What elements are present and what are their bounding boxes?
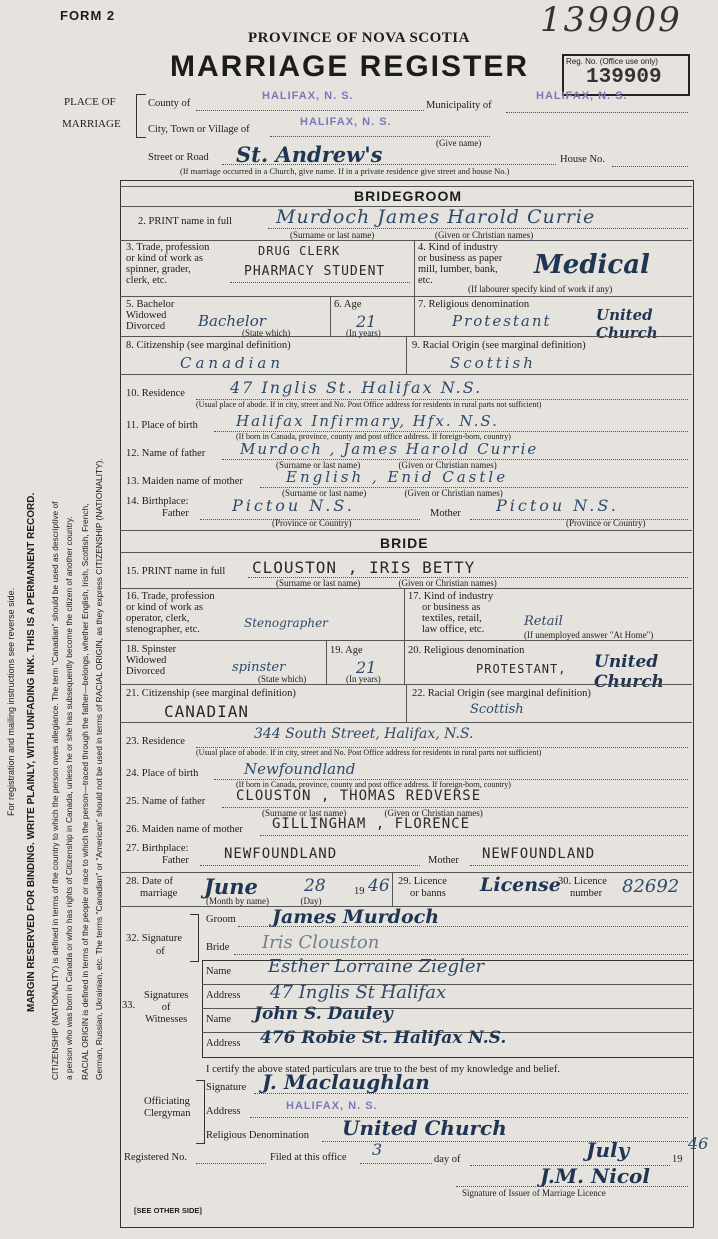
- licence-number: 82692: [622, 876, 680, 897]
- groom-father-birthplace: Pictou N.S.: [232, 496, 355, 515]
- groom-trade-line: [230, 282, 410, 283]
- filed-year: 46: [688, 1134, 709, 1153]
- groom-status-sub: (State which): [242, 328, 291, 338]
- municipality-line: [506, 112, 688, 113]
- groom-status: Bachelor: [198, 312, 266, 330]
- groom-racial: Scottish: [450, 354, 536, 372]
- divider: [326, 640, 327, 684]
- divider: [120, 374, 692, 375]
- divider: [120, 640, 692, 641]
- see-other-side: [SEE OTHER SIDE]: [134, 1206, 202, 1215]
- licence-label: 29. Licence or banns: [398, 876, 447, 899]
- witness2-name: John S. Dauley: [254, 1004, 393, 1024]
- divider: [120, 588, 692, 589]
- registered-line: [196, 1163, 266, 1164]
- house-line: [612, 166, 688, 167]
- bride-name: CLOUSTON , IRIS BETTY: [252, 558, 476, 577]
- divider: [330, 296, 331, 336]
- margin-citizenship-2: a person who was born in Canada or who has rights of Citizenship in Canada, unless he or she has subsequently become the citizen of another country.: [64, 516, 74, 1080]
- bride-mother-bp-label: Mother: [428, 855, 459, 866]
- divider: [120, 240, 692, 241]
- witness-label: Signatures of Witnesses: [144, 990, 189, 1025]
- province-heading: PROVINCE OF NOVA SCOTIA: [248, 30, 470, 46]
- street-note: (If marriage occurred in a Church, give name. If in a private residence give street and house No.): [180, 166, 510, 176]
- place-of-label: PLACE OF: [64, 96, 116, 108]
- bride-mother-birthplace: NEWFOUNDLAND: [482, 846, 596, 862]
- groom-residence-label: 10. Residence: [126, 388, 185, 399]
- filed-year-prefix: 19: [672, 1154, 683, 1165]
- bride-industry: Retail: [524, 614, 563, 629]
- bride-racial: Scottish: [470, 702, 524, 717]
- bride-religion-label: 20. Religious denomination: [408, 645, 525, 656]
- groom-age-label: 6. Age: [334, 299, 362, 310]
- denomination-label: Religious Denomination: [206, 1130, 309, 1141]
- groom-industry-sub: (If labourer specify kind of work if any): [468, 284, 613, 294]
- groom-religion-label: 7. Religious denomination: [418, 299, 530, 310]
- denomination: United Church: [342, 1116, 507, 1140]
- bride-residence-label: 23. Residence: [126, 736, 185, 747]
- divider: [392, 872, 393, 906]
- officiant-signature: J. Maclaughlan: [262, 1070, 430, 1094]
- groom-signature: James Murdoch: [272, 906, 440, 928]
- divider: [414, 296, 415, 336]
- officiant-address-label: Address: [206, 1106, 241, 1117]
- divider: [404, 588, 405, 640]
- bride-age: 21: [356, 658, 377, 677]
- divider: [120, 722, 692, 723]
- witness1-name-label: Name: [206, 966, 232, 977]
- bride-age-label: 19. Age: [330, 645, 363, 656]
- witness1-name: Esther Lorraine Ziegler: [268, 956, 485, 977]
- bride-racial-label: 22. Racial Origin (see marginal definition): [412, 688, 591, 699]
- municipality-label: Municipality of: [426, 100, 492, 111]
- bride-residence: 344 South Street, Halifax, N.S.: [254, 726, 474, 742]
- bride-father-bp-line: [200, 865, 420, 866]
- marriage-year-prefix: 19: [354, 886, 365, 897]
- groom-trade-label: 3. Trade, profession or kind of work as spinner, grader, clerk, etc.: [126, 242, 210, 286]
- witness-number: 33.: [122, 1000, 136, 1011]
- handwritten-record-number: 139909: [540, 0, 682, 40]
- groom-birthplace-label: 11. Place of birth: [126, 420, 198, 431]
- divider: [404, 640, 405, 684]
- groom-residence-sub: (Usual place of abode. If in city, street and No. Post Office address for residents in rural parts not sufficient): [196, 400, 542, 409]
- signature-label: 32. Signature of: [126, 933, 182, 957]
- bride-signature: Iris Clouston: [262, 932, 380, 953]
- bride-name-sub: (Surname or last name) (Given or Christian names): [276, 578, 497, 588]
- groom-birthplace: Halifax Infirmary, Hfx. N.S.: [236, 412, 499, 430]
- bride-trade: Stenographer: [244, 616, 328, 630]
- bride-citizenship-label: 21. Citizenship (see marginal definition): [126, 688, 296, 699]
- groom-mother: English , Enid Castle: [286, 468, 509, 486]
- bride-mother-bp-line: [470, 865, 688, 866]
- certify-text: I certify the above stated particulars are true to the best of my knowledge and belief.: [206, 1064, 560, 1075]
- bride-heading: BRIDE: [380, 535, 429, 551]
- bride-birthplace: Newfoundland: [244, 760, 356, 778]
- witness2-address-label: Address: [206, 1038, 241, 1049]
- street-value: St. Andrew's: [236, 142, 383, 167]
- page-title: MARRIAGE REGISTER: [170, 50, 530, 83]
- marriage-date-label: 28. Date of marriage: [126, 876, 178, 899]
- filed-month: July: [586, 1138, 630, 1162]
- groom-residence: 47 Inglis St. Halifax N.S.: [230, 378, 483, 397]
- divider: [120, 872, 692, 873]
- groom-name-line: [268, 228, 688, 229]
- marriage-year: 46: [368, 876, 390, 896]
- street-label: Street or Road: [148, 152, 209, 163]
- groom-trade-2: PHARMACY STUDENT: [244, 264, 386, 279]
- filed-day-line: [360, 1163, 432, 1164]
- issuer-sig-line: [456, 1186, 688, 1187]
- bride-father-label: 25. Name of father: [126, 796, 206, 807]
- officiating-label: Officiating Clergyman: [144, 1096, 191, 1119]
- groom-sig-line: [238, 926, 688, 927]
- groom-mother-sub: (Surname or last name) (Given or Christian names): [282, 488, 503, 498]
- bride-citizenship: CANADIAN: [164, 702, 250, 721]
- groom-racial-label: 9. Racial Origin (see marginal definition): [412, 340, 586, 351]
- bridegroom-heading: BRIDEGROOM: [354, 188, 462, 204]
- bride-industry-label: 17. Kind of industry or business as textiles, retail, law office, etc.: [408, 591, 494, 635]
- witness2-name-label: Name: [206, 1014, 232, 1025]
- margin-racial-2: German, Russian, Ukrainian, etc. The terms "Canadian" or "American" should not be used in terms of RACIAL ORIGIN, as they express CITIZENSHIP (NATIONALITY).: [94, 458, 104, 1080]
- groom-father-bp-sub: (Province or Country): [272, 518, 352, 528]
- county-label: County of: [148, 98, 191, 109]
- groom-age-sub: (In years): [346, 328, 381, 338]
- bride-trade-label: 16. Trade, profession or kind of work as operator, clerk, stenographer, etc.: [126, 591, 215, 635]
- bride-mother-line: [260, 835, 688, 836]
- divider: [120, 186, 692, 187]
- issuer-signature: J.M. Nicol: [540, 1164, 650, 1188]
- groom-citizenship: Canadian: [180, 354, 285, 372]
- form-number: FORM 2: [60, 8, 116, 23]
- margin-racial-1: RACIAL ORIGIN is defined in terms of the people or race to which the person—traced through the father—belongs, whether English, Irish, Scottish, French,: [80, 503, 90, 1080]
- groom-trade-1: DRUG CLERK: [258, 244, 341, 258]
- city-line: [270, 136, 490, 137]
- city-value: HALIFAX, N. S.: [300, 116, 392, 128]
- groom-sig-label: Groom: [206, 914, 236, 925]
- filed-day-of-label: day of: [434, 1154, 461, 1165]
- bride-father-sub: (Surname or last name) (Given or Christian names): [262, 808, 483, 818]
- groom-industry-label: 4. Kind of industry or business as paper mill, lumber, bank, etc.: [418, 242, 503, 286]
- licence-number-label: 30. Licence number: [558, 876, 607, 899]
- bride-sig-label: Bride: [206, 942, 230, 953]
- bride-parents-birthplace-label: 27. Birthplace: Father: [126, 843, 189, 866]
- bride-religion-2: United Church: [594, 652, 664, 692]
- bride-industry-sub: (If unemployed answer "At Home"): [524, 630, 654, 640]
- registration-number: 139909: [586, 66, 662, 89]
- groom-father: Murdoch , James Harold Currie: [240, 440, 539, 458]
- bride-birthplace-label: 24. Place of birth: [126, 768, 199, 779]
- bride-father-birthplace: NEWFOUNDLAND: [224, 846, 338, 862]
- bride-birthplace-sub: (If born in Canada, province, county and post office address. If foreign-born, country): [236, 780, 511, 789]
- groom-father-sub: (Surname or last name) (Given or Christian names): [276, 460, 497, 470]
- groom-mother-bp-sub: (Province or Country): [566, 518, 646, 528]
- groom-name: Murdoch James Harold Currie: [276, 206, 596, 228]
- groom-name-sub: (Surname or last name) (Given or Christian names): [290, 230, 534, 240]
- bride-mother-label: 26. Maiden name of mother: [126, 824, 243, 835]
- groom-mother-birthplace: Pictou N.S.: [496, 496, 619, 515]
- bride-status-label: 18. Spinster Widowed Divorced: [126, 644, 177, 677]
- witness2-address: 476 Robie St. Halifax N.S.: [260, 1028, 507, 1048]
- groom-mother-label: 13. Maiden name of mother: [126, 476, 243, 487]
- groom-religion: Protestant: [452, 312, 552, 330]
- registration-number-label: Reg. No. (Office use only): [566, 57, 658, 66]
- officiant-signature-label: Signature: [206, 1082, 247, 1093]
- divider: [120, 552, 692, 553]
- bride-mother: GILLINGHAM , FLORENCE: [272, 816, 471, 832]
- bride-status-sub: (State which): [258, 674, 307, 684]
- margin-binding-note: MARGIN RESERVED FOR BINDING. WRITE PLAINLY, WITH UNFADING INK. THIS IS A PERMANENT RECORD.: [26, 492, 37, 1012]
- officiating-bracket: [196, 1080, 205, 1144]
- bride-sig-line: [234, 954, 688, 955]
- groom-industry: Medical: [534, 250, 650, 280]
- divider: [120, 296, 692, 297]
- marriage-month: June: [204, 874, 258, 899]
- house-label: House No.: [560, 154, 605, 165]
- marriage-date-sub: (Month by name) (Day): [206, 896, 322, 906]
- filed-day: 3: [372, 1140, 383, 1159]
- bride-residence-sub: (Usual place of abode. If in city, street and No. Post Office address for residents in rural parts not sufficient): [196, 748, 542, 757]
- signature-bracket: [190, 914, 199, 962]
- groom-parents-birthplace-label: 14. Birthplace: Father: [126, 496, 189, 519]
- officiant-address: HALIFAX, N. S.: [286, 1100, 378, 1112]
- marriage-day: 28: [304, 876, 326, 896]
- bride-father: CLOUSTON , THOMAS REDVERSE: [236, 788, 482, 804]
- divider: [414, 240, 415, 296]
- bride-status: spinster: [232, 660, 286, 675]
- registered-label: Registered No.: [124, 1152, 187, 1163]
- witness1-address: 47 Inglis St Halifax: [270, 982, 447, 1003]
- city-label: City, Town or Village of: [148, 124, 250, 135]
- margin-citizenship-1: CITIZENSHIP (NATIONALITY) is defined in terms of the country to which the person owes allegiance. The term "Canadian" should be used as descriptive of: [50, 501, 60, 1080]
- witness1-address-label: Address: [206, 990, 241, 1001]
- divider: [120, 530, 692, 531]
- bride-name-label: 15. PRINT name in full: [126, 566, 226, 577]
- bride-religion: PROTESTANT,: [476, 662, 567, 676]
- groom-birthplace-sub: (If born in Canada, province, county and post office address. If foreign-born, country): [236, 432, 511, 441]
- margin-instructions: For registration and mailing instructions see reverse side.: [6, 587, 16, 816]
- groom-religion-2: United Church: [596, 306, 658, 342]
- groom-age: 21: [356, 312, 377, 331]
- give-name-note: (Give name): [436, 138, 482, 148]
- groom-citizenship-label: 8. Citizenship (see marginal definition): [126, 340, 291, 351]
- filed-label: Filed at this office: [270, 1152, 347, 1163]
- divider: [406, 336, 407, 374]
- groom-mother-bp-label: Mother: [430, 508, 461, 519]
- groom-father-label: 12. Name of father: [126, 448, 206, 459]
- groom-status-label: 5. Bachelor Widowed Divorced: [126, 299, 175, 332]
- bride-age-sub: (In years): [346, 674, 381, 684]
- county-value: HALIFAX, N. S.: [262, 90, 354, 102]
- place-bracket: [136, 94, 146, 138]
- groom-name-label: 2. PRINT name in full: [138, 216, 233, 227]
- licence-type: License: [480, 874, 561, 896]
- municipality-value: HALIFAX, N. S.: [536, 90, 628, 102]
- marriage-label: MARRIAGE: [62, 118, 121, 130]
- divider: [406, 684, 407, 722]
- issuer-label: Signature of Issuer of Marriage Licence: [462, 1188, 606, 1198]
- county-line: [196, 110, 424, 111]
